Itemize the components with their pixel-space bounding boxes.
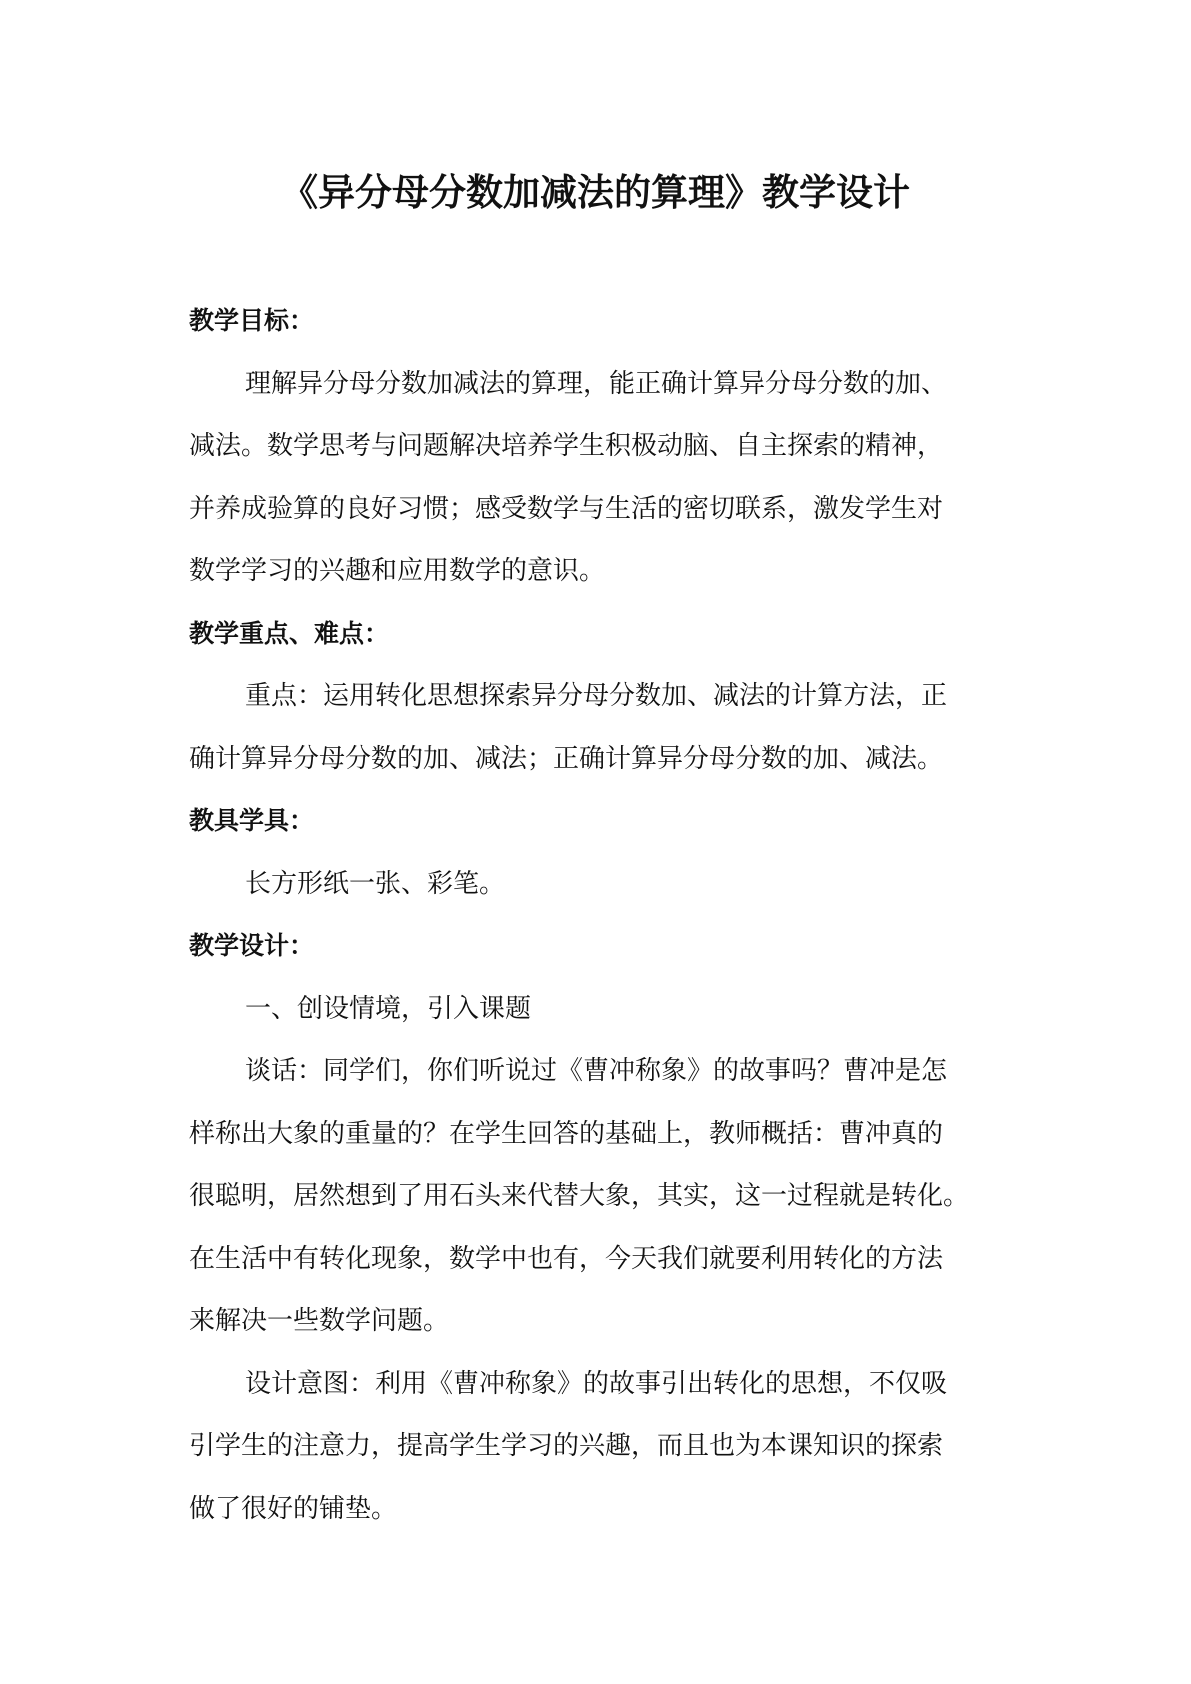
paragraph-line: 确计算异分母分数的加、减法；正确计算异分母分数的加、减法。 bbox=[189, 743, 944, 774]
intent-paragraph bbox=[189, 1353, 1019, 1541]
paragraph-line: 来解决一些数学问题。 bbox=[189, 1306, 450, 1336]
paragraph-line: 谈话：同学们，你们听说过《曹冲称象》的故事吗？曹冲是怎 bbox=[245, 1056, 948, 1086]
paragraph-line: 数学学习的兴趣和应用数学的意识。 bbox=[189, 556, 606, 586]
section-heading-design: 教学设计： bbox=[189, 931, 315, 960]
document-body bbox=[189, 290, 1019, 1540]
paragraph-line: 做了很好的铺垫。 bbox=[189, 1493, 398, 1524]
section-heading-tools: 教具学具： bbox=[189, 806, 315, 835]
paragraph-line: 在生活中有转化现象，数学中也有，今天我们就要利用转化的方法 bbox=[189, 1243, 944, 1274]
paragraph-line: 并养成验算的良好习惯；感受数学与生活的密切联系，激发学生对 bbox=[189, 493, 944, 524]
paragraph-line: 长方形纸一张、彩笔。 bbox=[245, 868, 506, 899]
document-title: 《异分母分数加减法的算理》教学设计 bbox=[281, 171, 910, 214]
paragraph-line: 设计意图：利用《曹冲称象》的故事引出转化的思想，不仅吸 bbox=[245, 1368, 948, 1399]
talk-paragraph bbox=[189, 1040, 1019, 1353]
section-heading-goals: 教学目标： bbox=[189, 306, 315, 335]
tools-paragraph bbox=[189, 853, 1019, 916]
paragraph-line: 样称出大象的重量的？在学生回答的基础上，教师概括：曹冲真的 bbox=[189, 1118, 944, 1149]
step-title: 一、创设情境，引入课题 bbox=[245, 993, 532, 1024]
key-points-paragraph bbox=[189, 665, 1019, 790]
goals-paragraph bbox=[189, 353, 1019, 603]
section-heading-key-points: 教学重点、难点： bbox=[189, 618, 390, 648]
paragraph-line: 很聪明，居然想到了用石头来代替大象，其实，这一过程就是转化。 bbox=[189, 1181, 970, 1211]
paragraph-line: 理解异分母分数加减法的算理，能正确计算异分母分数的加、 bbox=[245, 368, 948, 399]
paragraph-line: 减法。数学思考与问题解决培养学生积极动脑、自主探索的精神， bbox=[189, 431, 944, 461]
paragraph-line: 重点：运用转化思想探索异分母分数加、减法的计算方法，正 bbox=[245, 681, 948, 711]
paragraph-line: 引学生的注意力，提高学生学习的兴趣，而且也为本课知识的探索 bbox=[189, 1431, 944, 1461]
